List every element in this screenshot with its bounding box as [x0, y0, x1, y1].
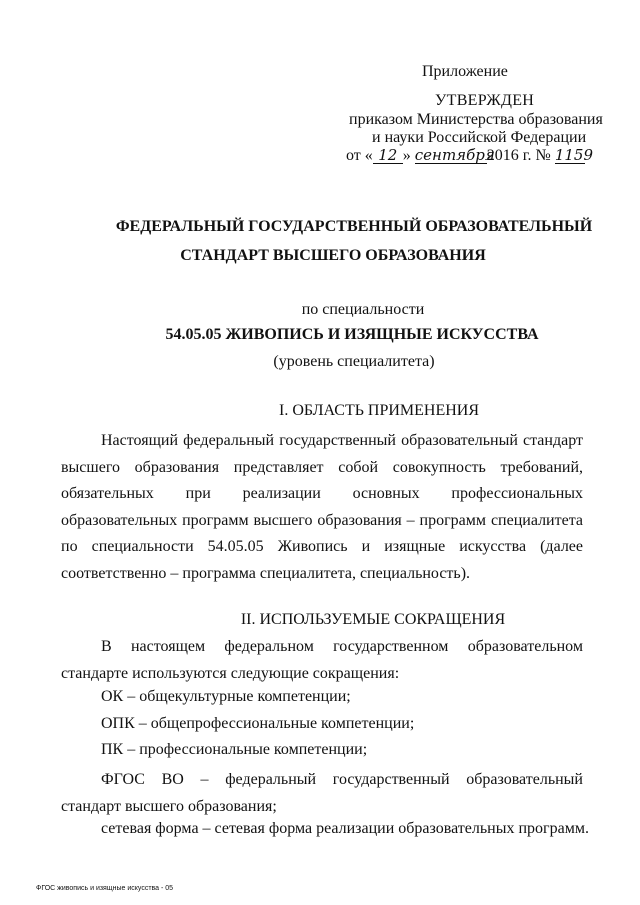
by-specialty-label: по специальности [301, 301, 425, 318]
order-line-2: и науки Российской Федерации [372, 129, 587, 146]
specialty-name: 54.05.05 ЖИВОПИСЬ И ИЗЯЩНЫЕ ИСКУССТВА [165, 326, 539, 343]
abbreviation-item: сетевая форма – сетевая форма реализации образовательных программ. [101, 820, 589, 837]
abbreviation-item: ПК – профессиональные компетенции; [101, 741, 368, 758]
section-2-intro: В настоящем федеральном государственном образовательном стандарте используются следующие сокращения: [61, 638, 583, 682]
order-line-1: приказом Министерства образования [349, 111, 603, 128]
education-level: (уровень специалитета) [273, 353, 435, 370]
document-title-line-2: СТАНДАРТ ВЫСШЕГО ОБРАЗОВАНИЯ [180, 247, 486, 264]
section-1-heading: I. ОБЛАСТЬ ПРИМЕНЕНИЯ [278, 402, 480, 419]
section-1-paragraph: Настоящий федеральный государственный образовательный стандарт высшего образования представляет собой совокупность требований, обязательных при реализации основных профессиональных образовательных программ высшего образования – программ специалитета по специальности 54.05.05 Живопись и изящные искусства (далее соответственно – программа специалитета, специальность). [61, 432, 583, 582]
abbreviation-item: ОПК – общепрофессиональные компетенции; [101, 715, 415, 732]
page-footer: ФГОС живопись и изящные искусства - 05 [36, 885, 174, 892]
order-number: 1159 [554, 146, 593, 164]
abbreviation-item: ФГОС ВО – федеральный государственный образовательный стандарт высшего образования; [61, 771, 583, 815]
section-2-heading: II. ИСПОЛЬЗУЕМЫЕ СОКРАЩЕНИЯ [240, 611, 506, 628]
date-day: 12 [373, 148, 403, 164]
date-month: сентября [414, 146, 495, 164]
appendix-label: Приложение [422, 63, 508, 80]
order-date-line [346, 146, 593, 165]
document-title-line-1: ФЕДЕРАЛЬНЫЙ ГОСУДАРСТВЕННЫЙ ОБРАЗОВАТЕЛЬНЫЙ [115, 218, 593, 235]
date-separator: » [402, 147, 411, 164]
date-year: 2016 г. № [486, 147, 551, 164]
date-prefix: от « [346, 147, 373, 164]
abbreviation-item: ОК – общекультурные компетенции; [101, 688, 351, 705]
approved-label: УТВЕРЖДЕН [435, 92, 535, 109]
